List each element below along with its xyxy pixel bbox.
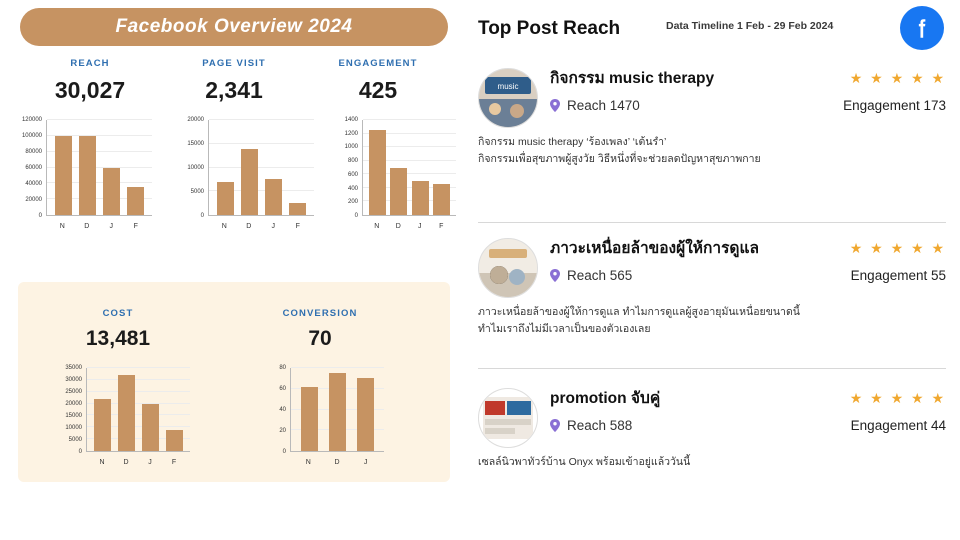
kpi-cost-label: COST [102, 308, 134, 319]
bar-chart [14, 117, 156, 238]
post-thumbnail[interactable] [478, 388, 538, 448]
post-rating-stars: ★ ★ ★ ★ ★ [849, 240, 946, 256]
y-tick-label: 0 [78, 449, 82, 455]
post-header [550, 390, 946, 448]
section-heading: Top Post Reach [478, 18, 621, 39]
plot-area [208, 120, 314, 216]
chart-page-visit [176, 117, 318, 238]
bar [289, 203, 306, 215]
bar-series [363, 120, 456, 215]
y-tick-label: 10000 [187, 165, 204, 171]
x-tick-label: D [334, 459, 340, 466]
post-body [478, 454, 946, 471]
post-body-line: กิจกรรม music therapy ‘ร้องเพลง’ ‘เต้นรำ’ [478, 136, 667, 148]
x-axis-ticks [362, 223, 456, 230]
y-tick-label: 30000 [65, 377, 82, 383]
y-tick-label: 20000 [187, 117, 204, 123]
y-tick-label: 0 [354, 213, 358, 219]
x-tick-label: J [109, 223, 113, 230]
x-tick-label: D [123, 459, 129, 466]
post-engagement: Engagement 173 [843, 98, 946, 113]
bar [265, 179, 282, 215]
x-tick-label: J [418, 223, 422, 230]
y-tick-label: 1000 [344, 144, 358, 151]
location-pin-icon [550, 419, 560, 432]
x-tick-label: N [59, 223, 65, 230]
x-axis-ticks [208, 223, 314, 230]
post-rating-stars: ★ ★ ★ ★ ★ [849, 70, 946, 86]
x-tick-label: J [148, 459, 152, 466]
bar [357, 378, 374, 451]
bar [217, 182, 234, 215]
y-tick-label: 40 [279, 407, 286, 413]
bar [241, 149, 258, 216]
x-tick-label: F [133, 223, 138, 230]
post-body [478, 134, 946, 169]
post-thumbnail[interactable] [478, 238, 538, 298]
y-tick-label: 1200 [344, 130, 358, 137]
bar [142, 404, 159, 451]
y-tick-label: 60 [279, 386, 286, 392]
x-tick-label: J [271, 223, 275, 230]
y-tick-label: 200 [347, 199, 358, 206]
y-tick-label: 20 [279, 428, 286, 434]
chart-engagement [330, 117, 460, 238]
kpi-reach-label: REACH [70, 58, 110, 69]
post-thumbnail[interactable] [478, 68, 538, 128]
kpi-engagement-label: ENGAGEMENT [338, 58, 418, 69]
location-pin-icon [550, 99, 560, 112]
bar-series [209, 120, 314, 215]
y-axis-ticks [176, 117, 206, 219]
x-tick-label: N [221, 223, 227, 230]
x-tick-label: D [395, 223, 401, 230]
bar [369, 130, 386, 215]
post-body-line: เซลล์นิวพาทัวร์บ้าน Onyx พร้อมเข้าอยู่แล้ววันนี้ [478, 456, 691, 468]
post-divider [478, 368, 946, 369]
post-engagement: Engagement 44 [850, 418, 946, 433]
y-axis-ticks [14, 117, 44, 219]
y-axis-ticks [54, 365, 84, 455]
y-tick-label: 15000 [187, 141, 204, 147]
top-post-reach-panel [470, 0, 960, 540]
bar [55, 136, 72, 215]
plot-area [362, 120, 456, 216]
y-tick-label: 5000 [190, 189, 204, 195]
x-axis-ticks [290, 459, 384, 466]
chart-conversion [258, 365, 388, 474]
post-engagement: Engagement 55 [850, 268, 946, 283]
post-reach-label: Reach 588 [567, 417, 633, 433]
y-axis-ticks [258, 365, 288, 455]
chart-reach [14, 117, 156, 238]
page-title [20, 8, 448, 46]
post-body [478, 304, 946, 339]
post-reach-label: Reach 1470 [567, 97, 640, 113]
y-tick-label: 120000 [21, 117, 42, 123]
plot-area [46, 120, 152, 216]
y-tick-label: 60000 [25, 165, 42, 171]
bar [118, 375, 135, 451]
post-title: ภาวะเหนื่อยล้าของผู้ให้การดูแล [550, 240, 759, 257]
post-reach-label: Reach 565 [567, 267, 633, 283]
x-tick-label: F [295, 223, 300, 230]
y-tick-label: 600 [347, 171, 358, 178]
y-tick-label: 80000 [25, 149, 42, 155]
location-pin-icon [550, 269, 560, 282]
y-tick-label: 0 [38, 213, 42, 219]
kpi-cost [38, 308, 198, 351]
x-tick-label: D [246, 223, 252, 230]
y-tick-label: 0 [200, 213, 204, 219]
bar-chart [176, 117, 318, 238]
cost-conversion-card [18, 282, 450, 482]
facebook-icon [900, 6, 944, 50]
x-tick-label: N [305, 459, 311, 466]
bar [329, 373, 346, 451]
y-tick-label: 20000 [65, 401, 82, 407]
y-axis-ticks [330, 117, 360, 219]
y-tick-label: 100000 [21, 133, 42, 139]
kpi-engagement [306, 58, 450, 104]
kpi-cost-value: 13,481 [85, 327, 151, 350]
x-tick-label: D [84, 223, 90, 230]
y-tick-label: 35000 [65, 365, 82, 371]
bar-series [87, 368, 190, 451]
x-tick-label: N [99, 459, 105, 466]
x-axis-ticks [46, 223, 152, 230]
kpi-conversion [240, 308, 400, 351]
kpi-reach [18, 58, 162, 104]
bar-chart [258, 365, 388, 474]
bar [94, 399, 111, 451]
post-body-line: กิจกรรมเพื่อสุขภาพผู้สูงวัย วิธีหนึ่งที่จะช่วยลดปัญหาสุขภาพกาย [478, 153, 761, 166]
post-body-line: ภาวะเหนื่อยล้าของผู้ให้การดูแล ทำไมการดูแลผู้สูงอายุมันเหนื่อยขนาดนี้ [478, 306, 800, 318]
x-tick-label: F [439, 223, 444, 230]
kpi-engagement-value: 425 [358, 77, 398, 103]
x-axis-ticks [86, 459, 190, 466]
plot-area [290, 368, 384, 452]
x-tick-label: F [171, 459, 177, 466]
bar-series [47, 120, 152, 215]
post-divider [478, 222, 946, 223]
chart-cost [54, 365, 194, 474]
bar [390, 168, 407, 216]
y-tick-label: 20000 [25, 197, 42, 203]
post-title: กิจกรรม music therapy [550, 70, 715, 87]
post-header [550, 240, 946, 298]
bar [301, 387, 318, 451]
plot-area [86, 368, 190, 452]
post-body-line: ทำไมเราถึงไม่มีเวลาเป็นของตัวเองเลย [478, 323, 651, 336]
y-tick-label: 400 [347, 185, 358, 192]
bar-chart [330, 117, 460, 238]
y-tick-label: 0 [282, 449, 286, 455]
post-title: promotion จับคู่ [550, 390, 661, 407]
x-tick-label: J [363, 459, 368, 466]
bar [412, 181, 429, 215]
y-tick-label: 15000 [65, 413, 82, 419]
facebook-overview-panel [0, 0, 468, 540]
y-tick-label: 25000 [65, 389, 82, 395]
kpi-page-visit-value: 2,341 [205, 77, 263, 103]
post-header [550, 70, 946, 128]
bar [166, 430, 183, 451]
bar [79, 136, 96, 215]
y-tick-label: 1400 [344, 117, 358, 123]
bar [127, 187, 144, 215]
bar-series [291, 368, 384, 451]
y-tick-label: 10000 [65, 425, 82, 431]
kpi-conversion-label: CONVERSION [282, 308, 358, 319]
y-tick-label: 5000 [68, 437, 82, 443]
y-tick-label: 800 [347, 158, 358, 165]
y-tick-label: 80 [279, 365, 286, 371]
x-tick-label: N [374, 223, 380, 230]
kpi-conversion-value: 70 [308, 327, 332, 350]
svg-text:music: music [497, 82, 519, 91]
post-rating-stars: ★ ★ ★ ★ ★ [849, 390, 946, 406]
data-timeline: Data Timeline 1 Feb - 29 Feb 2024 [666, 20, 834, 32]
kpi-page-visit-label: PAGE VISIT [202, 58, 266, 69]
bar [103, 168, 120, 216]
kpi-reach-value: 30,027 [54, 77, 126, 103]
bar-chart [54, 365, 194, 474]
y-tick-label: 40000 [25, 181, 42, 187]
bar [433, 184, 450, 215]
page-title-text: Facebook Overview 2024 [115, 16, 353, 37]
kpi-page-visit [162, 58, 306, 104]
